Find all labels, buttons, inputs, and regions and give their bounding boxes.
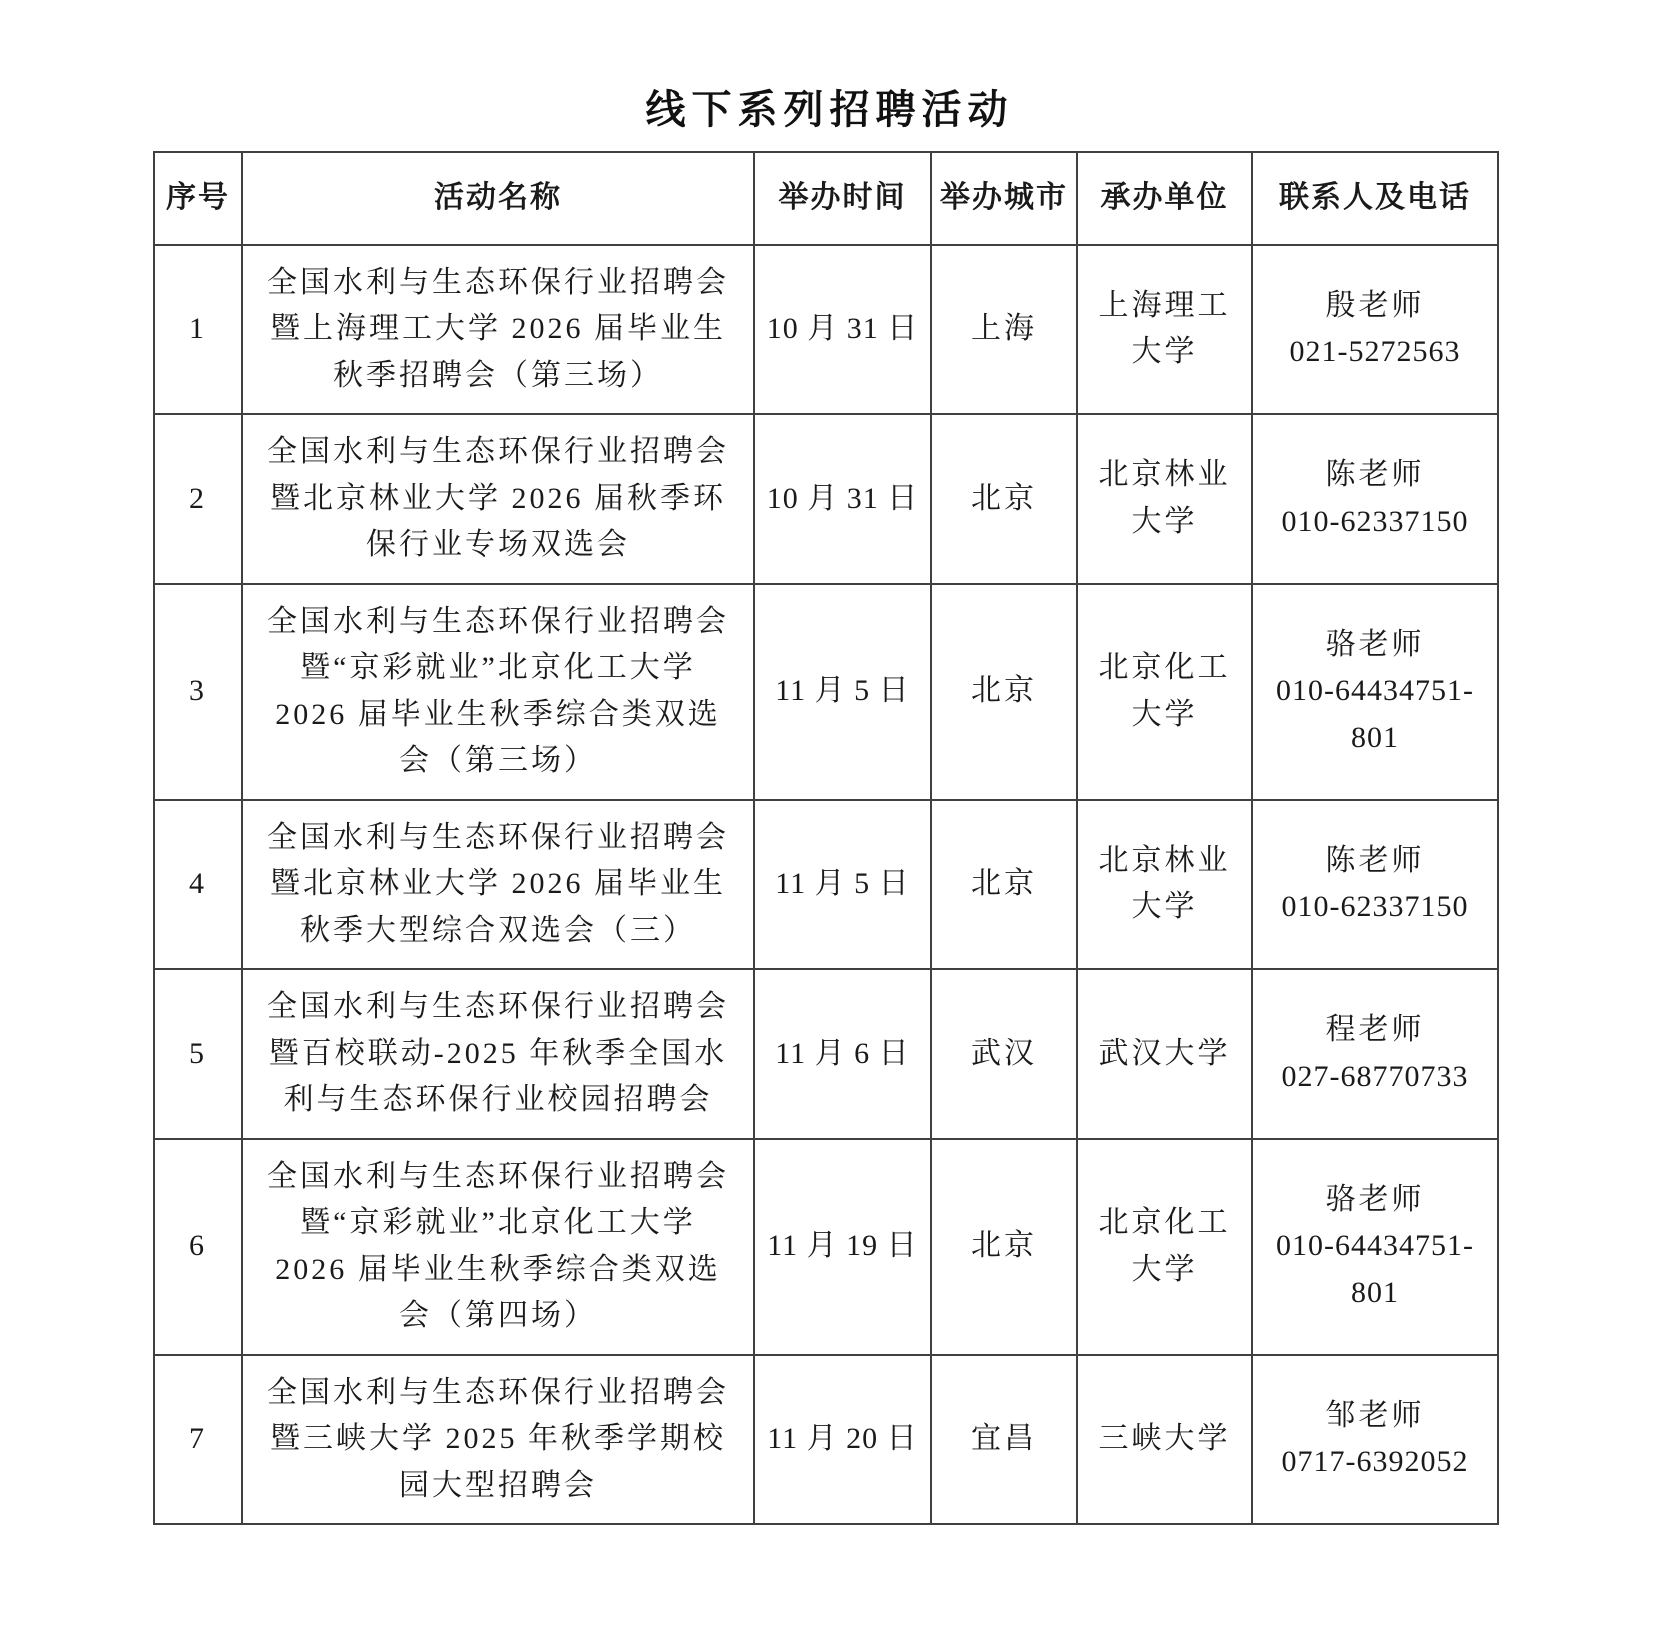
contact-phone: 021-5272563 [1289, 335, 1461, 369]
cell-activity-name: 全国水利与生态环保行业招聘会暨三峡大学 2025 年秋季学期校园大型招聘会 [242, 1355, 754, 1525]
cell-city: 北京 [931, 414, 1077, 584]
cell-index: 1 [154, 245, 242, 415]
cell-index: 5 [154, 969, 242, 1139]
contact-name: 骆老师 [1325, 1182, 1425, 1216]
contact-phone: 010-62337150 [1281, 890, 1469, 924]
cell-contact [1252, 1355, 1498, 1525]
cell-date: 11 月 19 日 [754, 1139, 931, 1355]
cell-date: 11 月 20 日 [754, 1355, 931, 1525]
cell-date: 11 月 5 日 [754, 584, 931, 800]
cell-city: 北京 [931, 1139, 1077, 1355]
table-row [154, 245, 1498, 415]
cell-activity-name: 全国水利与生态环保行业招聘会暨“京彩就业”北京化工大学 2026 届毕业生秋季综合类双选会（第四场） [242, 1139, 754, 1355]
cell-organizer: 北京林业大学 [1077, 414, 1252, 584]
page-title: 线下系列招聘活动 [645, 87, 1014, 132]
cell-date: 10 月 31 日 [754, 245, 931, 415]
cell-index: 4 [154, 800, 242, 970]
contact-name: 陈老师 [1325, 843, 1425, 877]
cell-index: 6 [154, 1139, 242, 1355]
cell-city: 北京 [931, 584, 1077, 800]
cell-organizer: 三峡大学 [1077, 1355, 1252, 1525]
cell-organizer: 上海理工大学 [1077, 245, 1252, 415]
table-row [154, 1139, 1498, 1355]
column-header: 承办单位 [1077, 152, 1252, 245]
cell-city: 武汉 [931, 969, 1077, 1139]
cell-city: 北京 [931, 800, 1077, 970]
cell-activity-name: 全国水利与生态环保行业招聘会暨“京彩就业”北京化工大学 2026 届毕业生秋季综合类双选会（第三场） [242, 584, 754, 800]
cell-city: 宜昌 [931, 1355, 1077, 1525]
contact-name: 骆老师 [1325, 627, 1425, 661]
table-row [154, 414, 1498, 584]
table-row [154, 800, 1498, 970]
cell-contact [1252, 800, 1498, 970]
cell-organizer: 武汉大学 [1077, 969, 1252, 1139]
cell-contact [1252, 414, 1498, 584]
column-header: 联系人及电话 [1252, 152, 1498, 245]
column-header: 序号 [154, 152, 242, 245]
table-row [154, 584, 1498, 800]
contact-name: 邹老师 [1325, 1398, 1425, 1432]
cell-organizer: 北京化工大学 [1077, 584, 1252, 800]
contact-phone: 010-62337150 [1281, 504, 1469, 538]
cell-contact [1252, 584, 1498, 800]
contact-phone: 0717-6392052 [1281, 1445, 1469, 1479]
cell-organizer: 北京林业大学 [1077, 800, 1252, 970]
cell-date: 10 月 31 日 [754, 414, 931, 584]
cell-index: 2 [154, 414, 242, 584]
column-header: 举办城市 [931, 152, 1077, 245]
table-body [154, 245, 1498, 1525]
cell-activity-name: 全国水利与生态环保行业招聘会暨百校联动-2025 年秋季全国水利与生态环保行业校园招聘会 [242, 969, 754, 1139]
contact-phone: 010-64434751-801 [1276, 674, 1474, 754]
table-row [154, 1355, 1498, 1525]
contact-name: 程老师 [1325, 1013, 1425, 1047]
cell-activity-name: 全国水利与生态环保行业招聘会暨北京林业大学 2026 届秋季环保行业专场双选会 [242, 414, 754, 584]
table-row [154, 969, 1498, 1139]
cell-organizer: 北京化工大学 [1077, 1139, 1252, 1355]
contact-name: 陈老师 [1325, 458, 1425, 492]
cell-date: 11 月 6 日 [754, 969, 931, 1139]
contact-phone: 027-68770733 [1281, 1059, 1469, 1093]
cell-contact [1252, 1139, 1498, 1355]
cell-activity-name: 全国水利与生态环保行业招聘会暨北京林业大学 2026 届毕业生秋季大型综合双选会（三） [242, 800, 754, 970]
cell-index: 3 [154, 584, 242, 800]
cell-contact [1252, 245, 1498, 415]
contact-phone: 010-64434751-801 [1276, 1229, 1474, 1309]
recruitment-table [153, 151, 1499, 1525]
cell-date: 11 月 5 日 [754, 800, 931, 970]
cell-city: 上海 [931, 245, 1077, 415]
cell-contact [1252, 969, 1498, 1139]
contact-name: 殷老师 [1325, 288, 1425, 322]
cell-activity-name: 全国水利与生态环保行业招聘会暨上海理工大学 2026 届毕业生秋季招聘会（第三场） [242, 245, 754, 415]
table-header-row [154, 152, 1498, 245]
cell-index: 7 [154, 1355, 242, 1525]
column-header: 举办时间 [754, 152, 931, 245]
column-header: 活动名称 [242, 152, 754, 245]
